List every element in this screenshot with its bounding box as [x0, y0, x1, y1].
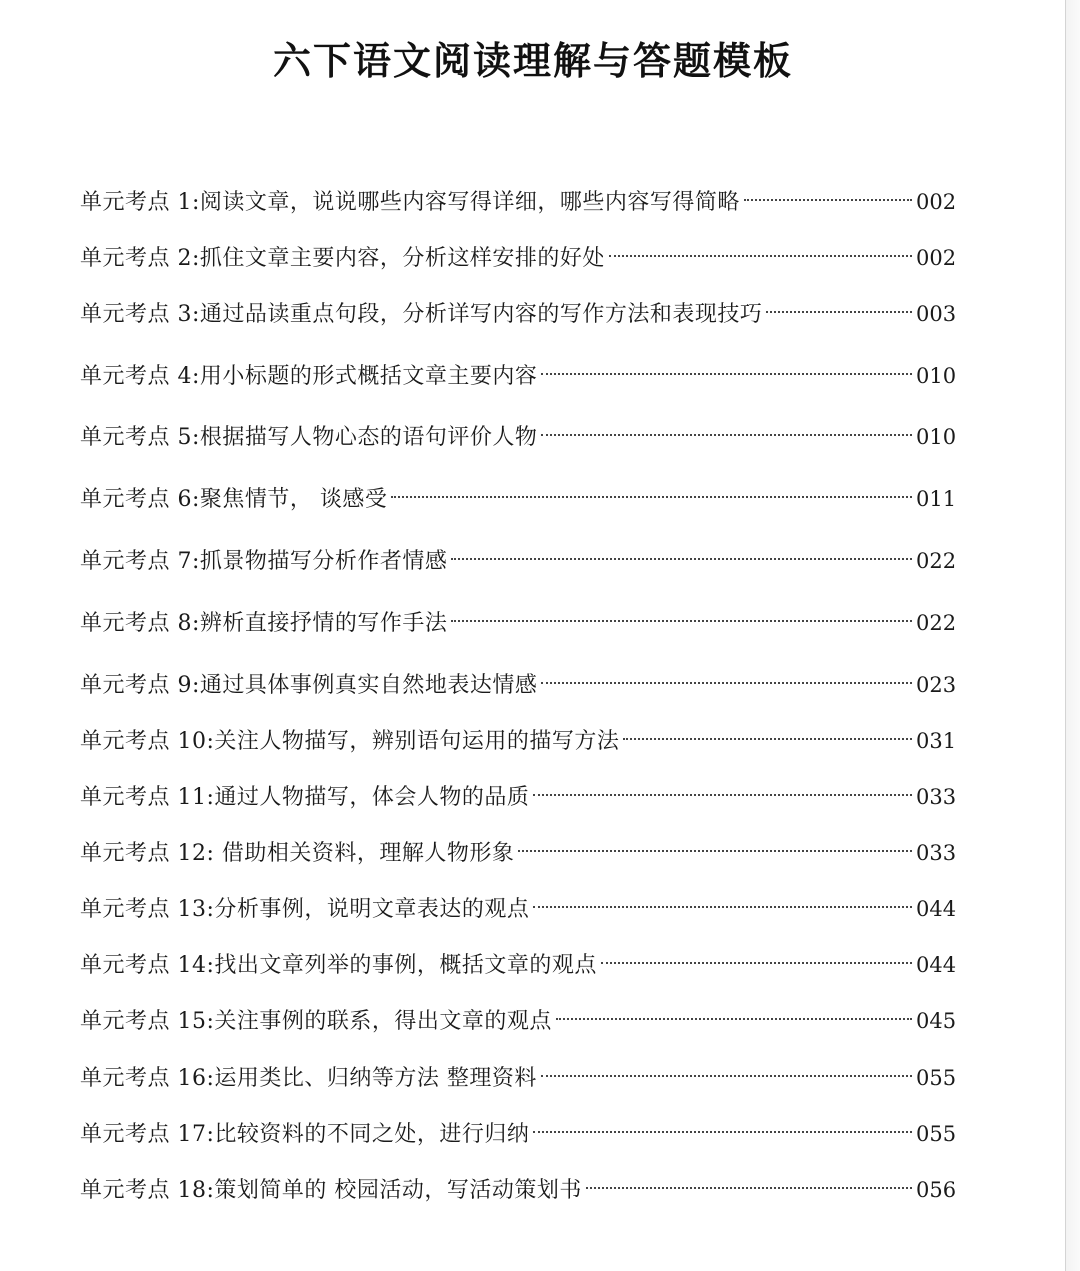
toc-dot-leader [541, 434, 912, 436]
toc-entry[interactable] [80, 294, 956, 334]
toc-entry[interactable] [80, 1001, 956, 1041]
toc-dot-leader [518, 850, 912, 852]
toc-entry-label: 单元考点 3:通过品读重点句段，分析详写内容的写作方法和表现技巧 [80, 302, 763, 327]
toc-dot-leader [533, 794, 912, 796]
toc-entry-label: 单元考点 14:找出文章列举的事例，概括文章的观点 [80, 953, 597, 978]
toc-entry-page: 044 [916, 953, 957, 977]
toc-entry[interactable] [80, 417, 956, 457]
document-title: 六下语文阅读理解与答题模板 [272, 39, 793, 83]
toc-entry-page: 056 [916, 1178, 957, 1202]
toc-entry-page: 023 [916, 673, 957, 697]
toc-entry-page: 055 [916, 1066, 957, 1090]
toc-dot-leader [586, 1187, 912, 1189]
toc-entry-label: 单元考点 9:通过具体事例真实自然地表达情感 [80, 673, 538, 698]
toc-entry-label: 单元考点 5:根据描写人物心态的语句评价人物 [80, 425, 538, 450]
toc-dot-leader [533, 906, 912, 908]
toc-entry[interactable] [80, 1170, 956, 1210]
toc-entry-label: 单元考点 18:策划简单的 校园活动，写活动策划书 [80, 1178, 582, 1203]
toc-entry-page: 022 [916, 611, 957, 635]
toc-entry[interactable] [80, 479, 956, 519]
toc-entry[interactable] [80, 945, 956, 985]
toc-entry-label: 单元考点 12: 借助相关资料，理解人物形象 [80, 841, 515, 866]
toc-entry-page: 022 [916, 549, 957, 573]
toc-entry-label: 单元考点 17:比较资料的不同之处，进行归纳 [80, 1122, 530, 1147]
toc-entry[interactable] [80, 721, 956, 761]
toc-entry-label: 单元考点 1:阅读文章，说说哪些内容写得详细，哪些内容写得简略 [80, 190, 740, 215]
page-edge-line [1065, 0, 1066, 1271]
toc-entry[interactable] [80, 182, 956, 222]
toc-dot-leader [623, 738, 912, 740]
toc-entry-page: 033 [916, 785, 957, 809]
toc-entry-label: 单元考点 16:运用类比、归纳等方法 整理资料 [80, 1066, 537, 1091]
toc-entry[interactable] [80, 889, 956, 929]
toc-entry-page: 045 [916, 1009, 957, 1033]
toc-entry-label: 单元考点 7:抓景物描写分析作者情感 [80, 549, 448, 574]
toc-entry-page: 031 [916, 729, 957, 753]
toc-entry-page: 003 [916, 302, 957, 326]
toc-entry[interactable] [80, 1114, 956, 1154]
toc-entry[interactable] [80, 1058, 956, 1098]
toc-dot-leader [451, 620, 912, 622]
toc-entry[interactable] [80, 356, 956, 396]
toc-dot-leader [541, 373, 912, 375]
toc-entry-label: 单元考点 11:通过人物描写，体会人物的品质 [80, 785, 530, 810]
toc-entry[interactable] [80, 238, 956, 278]
toc-entry-label: 单元考点 8:辨析直接抒情的写作手法 [80, 611, 448, 636]
toc-entry-page: 002 [916, 190, 957, 214]
toc-entry[interactable] [80, 777, 956, 817]
toc-dot-leader [744, 199, 912, 201]
toc-dot-leader [766, 311, 912, 313]
toc-entry-label: 单元考点 4:用小标题的形式概括文章主要内容 [80, 364, 538, 389]
toc-entry-page: 002 [916, 246, 957, 270]
toc-dot-leader [391, 496, 912, 498]
page-edge-shadow [1066, 0, 1080, 1271]
toc-entry-label: 单元考点 15:关注事例的联系，得出文章的观点 [80, 1009, 552, 1034]
toc-dot-leader [601, 962, 912, 964]
toc-entry[interactable] [80, 833, 956, 873]
toc-entry-page: 010 [916, 425, 957, 449]
toc-dot-leader [541, 1075, 912, 1077]
toc-entry-label: 单元考点 2:抓住文章主要内容，分析这样安排的好处 [80, 246, 605, 271]
toc-entry[interactable] [80, 541, 956, 581]
toc-entry-page: 010 [916, 364, 957, 388]
toc-entry-page: 044 [916, 897, 957, 921]
toc-dot-leader [556, 1018, 912, 1020]
toc-entry-label: 单元考点 6:聚焦情节， 谈感受 [80, 487, 388, 512]
toc-entry-label: 单元考点 10:关注人物描写，辨别语句运用的描写方法 [80, 729, 620, 754]
toc-entry-page: 011 [916, 487, 957, 511]
toc-entry-page: 055 [916, 1122, 957, 1146]
toc-dot-leader [451, 558, 912, 560]
toc-entry-page: 033 [916, 841, 957, 865]
toc-dot-leader [541, 682, 912, 684]
toc-entry-label: 单元考点 13:分析事例，说明文章表达的观点 [80, 897, 530, 922]
toc-entry[interactable] [80, 603, 956, 643]
toc-entry[interactable] [80, 665, 956, 705]
toc-dot-leader [609, 255, 912, 257]
toc-dot-leader [533, 1131, 912, 1133]
